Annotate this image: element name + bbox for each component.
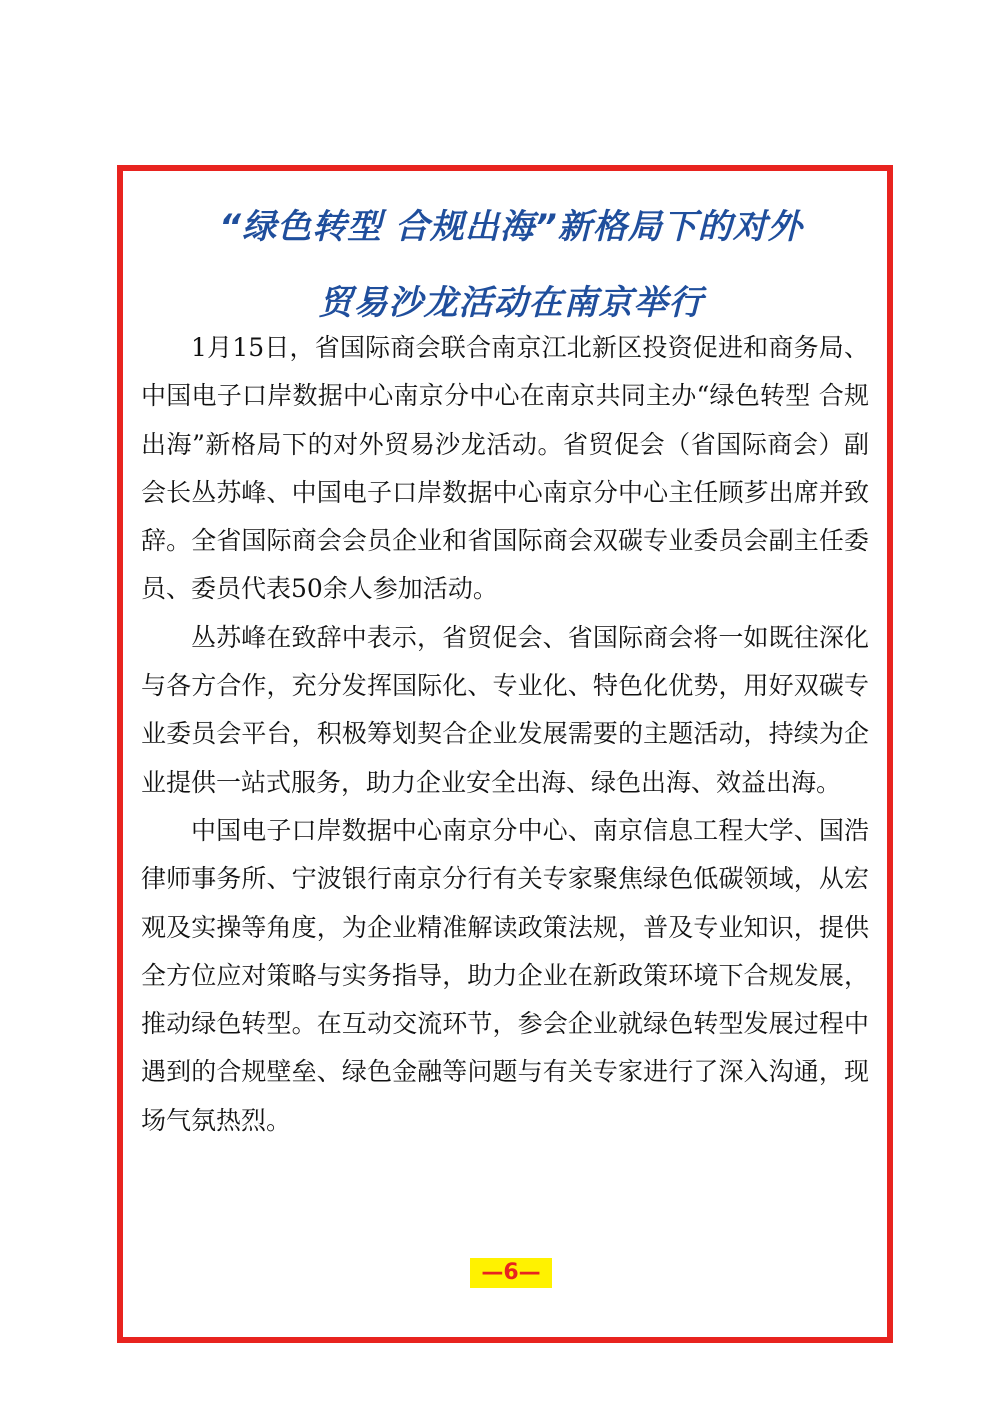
paragraph-1: 1月15日，省国际商会联合南京江北新区投资促进和商务局、中国电子口岸数据中心南京分中心在南京共同主办“绿色转型 合规出海”新格局下的对外贸易沙龙活动。省贸促会（省国际商会）副会长丛苏峰、中国电子口岸数据中心南京分中心主任顾芗出席并致辞。全省国际商会会员企业和省国际商会双碳专业委员会副主任委员、委员代表50余人参加活动。 bbox=[141, 333, 869, 604]
article-title-line-1: “绿色转型 合规出海”新格局下的对外 bbox=[219, 207, 803, 247]
page-frame bbox=[117, 165, 893, 1343]
article-title-line-2: 贸易沙龙活动在南京举行 bbox=[318, 283, 704, 323]
page-number-badge: —6— bbox=[470, 1258, 552, 1288]
paragraph-2: 丛苏峰在致辞中表示，省贸促会、省国际商会将一如既往深化与各方合作，充分发挥国际化、专业化、特色化优势，用好双碳专业委员会平台，积极筹划契合企业发展需要的主题活动，持续为企业提供一站式服务，助力企业安全出海、绿色出海、效益出海。 bbox=[141, 622, 869, 797]
article-body bbox=[141, 324, 869, 1145]
paragraph-3: 中国电子口岸数据中心南京分中心、南京信息工程大学、国浩律师事务所、宁波银行南京分行有关专家聚焦绿色低碳领域，从宏观及实操等角度，为企业精准解读政策法规，普及专业知识，提供全方位应对策略与实务指导，助力企业在新政策环境下合规发展，推动绿色转型。在互动交流环节，参会企业就绿色转型发展过程中遇到的合规壁垒、绿色金融等问题与有关专家进行了深入沟通，现场气氛热烈。 bbox=[141, 815, 869, 1135]
